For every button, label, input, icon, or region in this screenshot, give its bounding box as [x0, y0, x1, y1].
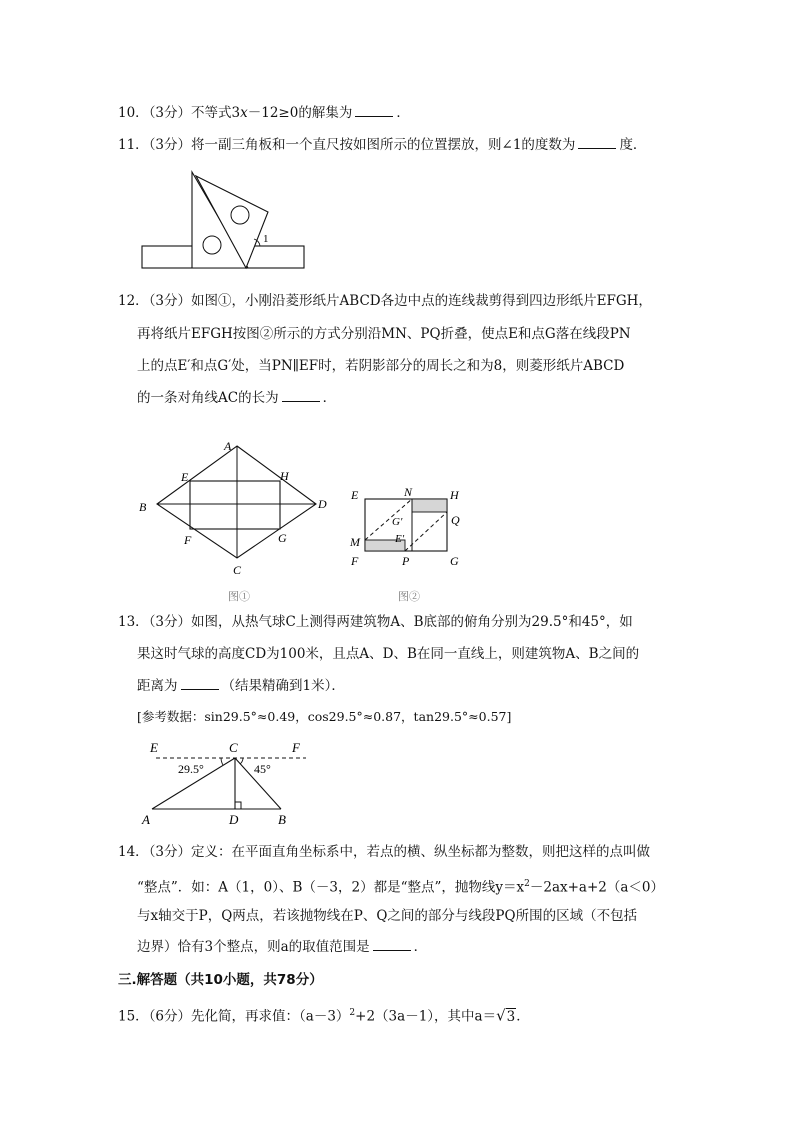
q14-number: 14． [118, 844, 149, 860]
point-f-label: F [292, 740, 300, 755]
q13-answer-blank[interactable] [181, 677, 219, 690]
question-12-line-3: 上的点E′和点G′处，当PN∥EF时，若阴影部分的周长之和为8，则菱形纸片ABCD [137, 358, 625, 374]
q10-answer-blank[interactable] [355, 104, 393, 117]
angle-29-5-label: 29.5° [178, 762, 204, 776]
q13-reference-data: [参考数据：sin29.5°≈0.49，cos29.5°≈0.87，tan29.5°≈0.57] [137, 709, 512, 724]
q10-text-b: －12≥0的解集为 [247, 105, 353, 121]
point-e-label: E [181, 470, 189, 484]
question-15 [118, 1004, 530, 1026]
point-c-label: C [233, 563, 242, 577]
q14-answer-blank[interactable] [373, 938, 411, 951]
q12-answer-blank[interactable] [282, 389, 320, 402]
q12-number: 12． [118, 293, 149, 309]
q13-number: 13． [118, 614, 149, 630]
section-3-heading: 三.解答题（共10小题，共78分） [118, 972, 323, 988]
q12-figure-2 [344, 484, 474, 606]
point-e-label: E [150, 740, 158, 755]
q15-score: （6分） [148, 1008, 192, 1025]
point-b-label: B [278, 812, 286, 827]
question-12-line-1 [118, 292, 652, 310]
q12-figure-1 [132, 436, 342, 606]
q11-score: （3分） [148, 137, 192, 153]
q13-text-line-1: 如图，从热气球C上测得两建筑物A、B底部的俯角分别为29.5°和45°，如 [191, 614, 633, 630]
q14-text-line-2a: “整点”．如：A（1，0）、B（－3，2）都是“整点”，抛物线y＝x [137, 879, 525, 896]
q11-end: 度． [619, 137, 647, 153]
q10-var-x: x [240, 105, 248, 121]
q14-exponent: 2 [524, 879, 530, 889]
point-g-label: G [450, 554, 459, 568]
q10-score: （3分） [148, 105, 192, 121]
point-g-prime-label: G′ [392, 516, 403, 528]
q11-text: 将一副三角板和一个直尺按如图所示的位置摆放，则∠1的度数为 [191, 137, 576, 153]
q12-text-line-1: 如图①，小刚沿菱形纸片ABCD各边中点的连线裁剪得到四边形纸片EFGH， [191, 293, 652, 309]
point-m-label: M [350, 535, 360, 549]
question-10 [118, 104, 410, 122]
point-e-label: E [351, 488, 359, 502]
question-13-line-3 [137, 677, 345, 695]
figure-2-caption: 图② [398, 591, 420, 603]
q15-text-b: +2（3a－1），其中a＝ [355, 1008, 497, 1025]
point-n-label: N [404, 485, 413, 499]
q15-end: ． [516, 1008, 530, 1025]
dashed-fold-pq [405, 512, 447, 551]
dashed-fold-mn [365, 499, 412, 540]
shaded-region-top [412, 499, 447, 512]
q15-text-a: 先化简，再求值：（a－3） [191, 1008, 350, 1025]
q15-number: 15． [118, 1008, 149, 1025]
point-c-label: C [229, 740, 238, 755]
q12-text-line-4: 的一条对角线AC的长为 [137, 390, 279, 406]
point-g-label: G [278, 531, 287, 545]
question-12-line-2: 再将纸片EFGH按图②所示的方式分别沿MN、PQ折叠，使点E和点G落在线段PN [137, 326, 631, 342]
q15-exponent: 2 [349, 1008, 356, 1018]
q14-text-line-4: 边界）恰有3个整点，则a的取值范围是 [137, 939, 370, 955]
q10-number: 10． [118, 105, 149, 121]
point-d-label: D [229, 812, 239, 827]
angle-arc-right [240, 758, 243, 764]
sqrt-symbol: √ [496, 1006, 506, 1025]
q13-figure [138, 736, 318, 828]
question-14-line-2 [137, 875, 664, 897]
q12-score: （3分） [148, 293, 192, 309]
sqrt-radicand: 3 [506, 1008, 516, 1025]
q11-answer-blank[interactable] [578, 136, 616, 149]
question-11 [118, 136, 646, 154]
rectangle-efgh [190, 481, 280, 529]
point-f-label: F [351, 554, 359, 568]
point-a-label: A [224, 439, 232, 453]
point-p-label: P [402, 554, 410, 568]
question-13-line-1 [118, 613, 633, 631]
point-b-label: B [139, 500, 147, 514]
q14-text-line-1: 定义：在平面直角坐标系中，若点的横、纵坐标都为整数，则把这样的点叫做 [191, 844, 651, 860]
q11-number: 11． [118, 137, 149, 153]
question-14-line-3: 与x轴交于P，Q两点，若该抛物线在P、Q之间的部分与线段PQ所围的区域（不包括 [137, 908, 638, 924]
question-12-line-4 [137, 389, 336, 407]
point-h-label: H [280, 469, 289, 483]
q14-end: ． [413, 939, 428, 955]
q13-text-line-3b: （结果精确到1米）． [221, 678, 345, 694]
angle-1-label: 1 [263, 233, 269, 245]
right-angle-mark [235, 802, 241, 809]
q11-figure [140, 168, 310, 272]
point-a-label: A [142, 812, 150, 827]
q13-text-line-3a: 距离为 [137, 678, 178, 694]
q12-end: ． [322, 390, 337, 406]
angle-45-label: 45° [254, 762, 271, 776]
point-h-label: H [450, 488, 459, 502]
question-14-line-1 [118, 843, 650, 861]
point-f-label: F [184, 533, 192, 547]
point-d-label: D [318, 497, 327, 511]
q10-text-a: 不等式3 [191, 105, 241, 121]
q14-score: （3分） [148, 844, 192, 860]
figure-1-caption: 图① [228, 591, 250, 603]
question-14-line-4 [137, 938, 427, 956]
q13-score: （3分） [148, 614, 192, 630]
q10-end: ． [396, 105, 410, 121]
point-e-prime-label: E′ [395, 533, 405, 545]
angle-arc-left [221, 758, 223, 765]
q14-text-line-2b: －2ax+a+2（a＜0） [529, 879, 665, 896]
point-q-label: Q [451, 513, 460, 527]
question-13-line-2: 果这时气球的高度CD为100米，且点A、D、B在同一直线上，则建筑物A、B之间的 [137, 646, 640, 662]
